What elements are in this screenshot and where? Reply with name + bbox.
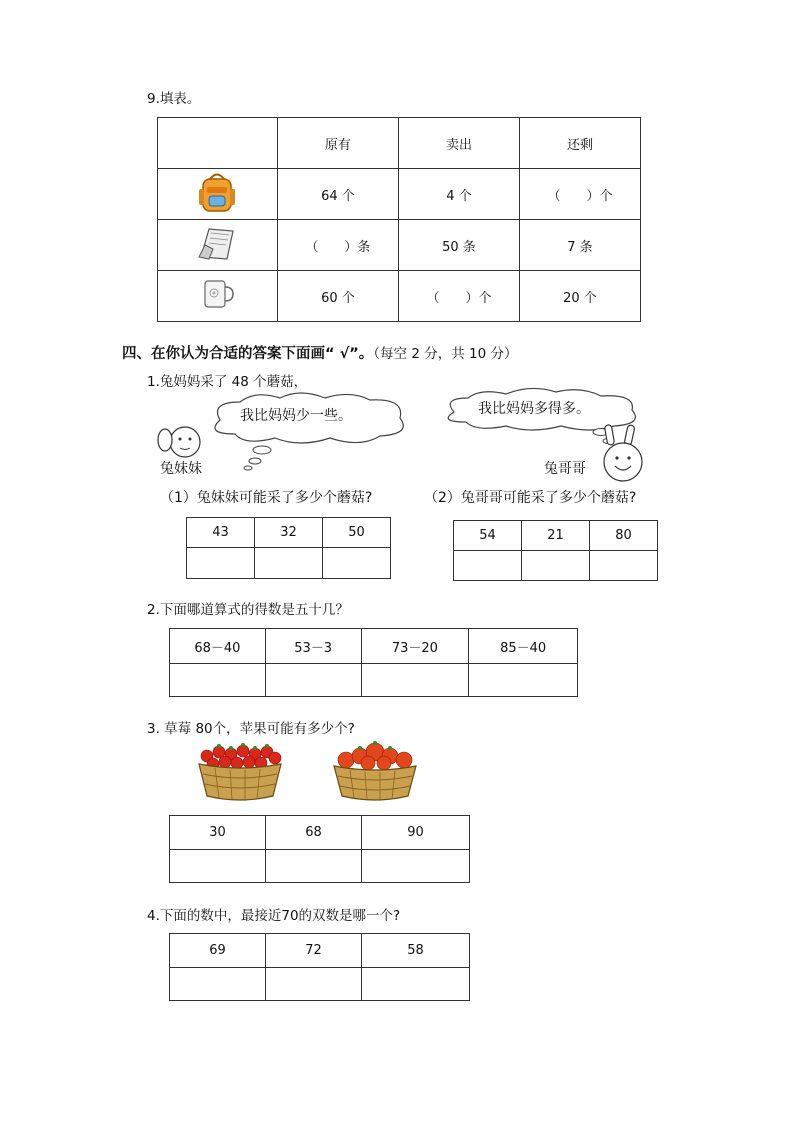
cell: 7 条 <box>519 220 640 271</box>
option-cell: 30 <box>170 816 266 850</box>
rabbit-sister-icon <box>155 424 211 460</box>
q2-text: 2.下面哪道算式的得数是五十几？ <box>147 602 349 618</box>
q4-options-table <box>169 933 470 1001</box>
answer-cell[interactable] <box>266 850 362 883</box>
table-row <box>158 118 641 169</box>
q1-sub1: （1）兔妹妹可能采了多少个蘑菇? <box>160 490 373 506</box>
option-cell: 80 <box>590 521 658 551</box>
q1-options2-table <box>453 520 658 581</box>
cell: 20 个 <box>519 271 640 322</box>
answer-cell[interactable] <box>170 664 266 697</box>
cell: 4 个 <box>398 169 519 220</box>
apple-basket-icon <box>330 738 420 804</box>
table-row <box>158 271 641 322</box>
icon-cell <box>158 169 278 220</box>
answer-cell[interactable]: （ ）个 <box>398 271 519 322</box>
cell: 64 个 <box>277 169 398 220</box>
cell: 60 个 <box>277 271 398 322</box>
option-cell: 72 <box>266 934 362 968</box>
header-cell: 原有 <box>277 118 398 169</box>
strawberry-basket-icon <box>195 738 285 804</box>
q9-table <box>157 117 641 322</box>
table-row <box>454 521 658 551</box>
option-cell: 54 <box>454 521 522 551</box>
answer-cell[interactable] <box>255 548 323 579</box>
table-row <box>170 850 470 883</box>
option-cell: 58 <box>362 934 470 968</box>
table-row <box>158 169 641 220</box>
option-cell: 43 <box>187 518 255 548</box>
cell: 50 条 <box>398 220 519 271</box>
table-row <box>170 968 470 1001</box>
answer-cell[interactable] <box>522 551 590 581</box>
answer-cell[interactable]: （ ）条 <box>277 220 398 271</box>
option-cell: 73－20 <box>361 629 469 664</box>
table-row <box>454 551 658 581</box>
answer-cell[interactable]: （ ）个 <box>519 169 640 220</box>
answer-cell[interactable] <box>323 548 391 579</box>
table-row <box>187 548 391 579</box>
answer-cell[interactable] <box>469 664 578 697</box>
table-row <box>187 518 391 548</box>
option-cell: 69 <box>170 934 266 968</box>
bubble-left-text: 我比妈妈少一些。 <box>240 408 352 424</box>
table-row <box>170 629 578 664</box>
header-cell <box>158 118 278 169</box>
option-cell: 53－3 <box>265 629 361 664</box>
q2-options-table <box>169 628 578 697</box>
answer-cell[interactable] <box>454 551 522 581</box>
option-cell: 85－40 <box>469 629 578 664</box>
header-cell: 卖出 <box>398 118 519 169</box>
option-cell: 50 <box>323 518 391 548</box>
backpack-icon <box>197 171 237 213</box>
q1-options1-table <box>186 517 391 579</box>
q1-text: 1.兔妈妈采了 48 个蘑菇， <box>147 374 308 390</box>
answer-cell[interactable] <box>170 850 266 883</box>
q1-sub2: （2）兔哥哥可能采了多少个蘑菇? <box>424 490 637 506</box>
option-cell: 21 <box>522 521 590 551</box>
option-cell: 90 <box>362 816 470 850</box>
section-heading <box>122 342 517 363</box>
towel-icon <box>195 223 239 263</box>
section-title: 四、在你认为合适的答案下面画“ √”。 <box>122 346 374 362</box>
thought-bubble-left <box>200 390 415 472</box>
answer-cell[interactable] <box>265 664 361 697</box>
q9-title: 9.填表。 <box>147 91 201 107</box>
rabbit-brother-label: 兔哥哥 <box>544 461 586 477</box>
answer-cell[interactable] <box>361 664 469 697</box>
rabbit-brother-icon <box>596 424 652 484</box>
section-note: （每空 2 分，共 10 分） <box>373 346 518 362</box>
answer-cell[interactable] <box>170 968 266 1001</box>
option-cell: 32 <box>255 518 323 548</box>
bubble-right-text: 我比妈妈多得多。 <box>478 401 590 417</box>
option-cell: 68－40 <box>170 629 266 664</box>
table-row <box>170 934 470 968</box>
table-row <box>170 664 578 697</box>
table-row <box>170 816 470 850</box>
header-cell: 还剩 <box>519 118 640 169</box>
q3-options-table <box>169 815 470 883</box>
answer-cell[interactable] <box>266 968 362 1001</box>
answer-cell[interactable] <box>362 850 470 883</box>
answer-cell[interactable] <box>590 551 658 581</box>
q3-text: 3. 草莓 80个，苹果可能有多少个? <box>147 721 355 737</box>
answer-cell[interactable] <box>187 548 255 579</box>
icon-cell <box>158 220 278 271</box>
rabbit-sister-label: 兔妹妹 <box>160 461 202 477</box>
icon-cell <box>158 271 278 322</box>
cup-icon <box>197 276 237 312</box>
answer-cell[interactable] <box>362 968 470 1001</box>
option-cell: 68 <box>266 816 362 850</box>
q4-text: 4.下面的数中，最接近70的双数是哪一个? <box>147 908 401 924</box>
table-row <box>158 220 641 271</box>
